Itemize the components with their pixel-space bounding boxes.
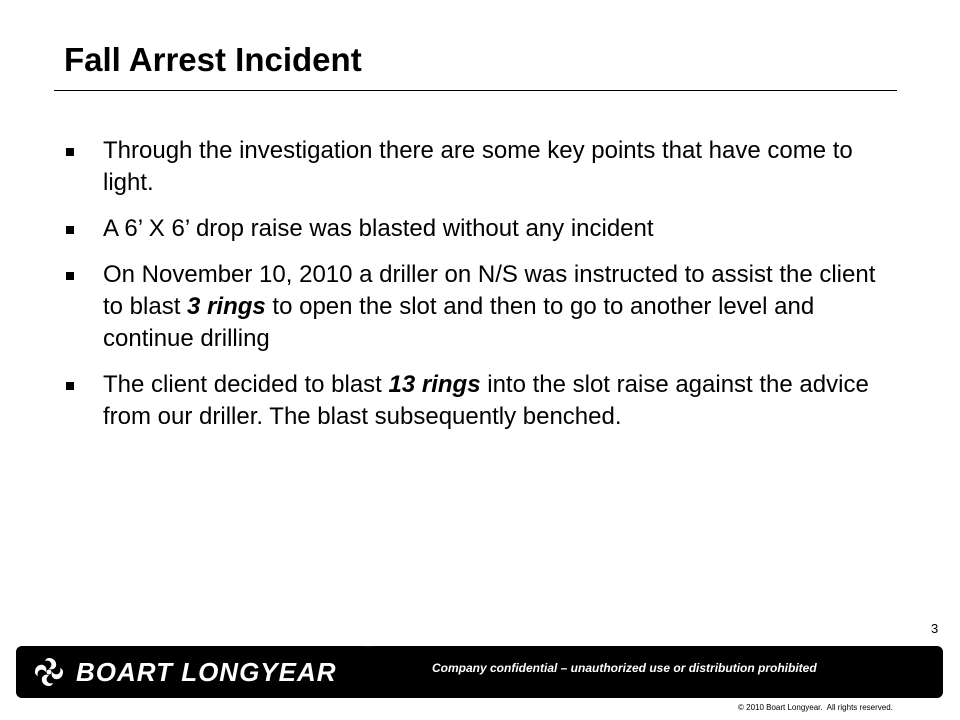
bullet-text-end: into the slot raise against the advice from our driller. The blast subsequently benched. <box>103 371 869 430</box>
confidentiality-notice: Company confidential – unauthorized use or distribution prohibited <box>432 661 817 675</box>
bullet-item <box>62 213 892 245</box>
bullet-list <box>62 135 892 447</box>
bullet-text: Through the investigation there are some key points that have come to light. <box>103 137 853 196</box>
bullet-item <box>62 259 892 355</box>
bullet-item <box>62 369 892 433</box>
bullet-text: A 6’ X 6’ drop raise was blasted without any incident <box>103 215 654 242</box>
bullet-emphasis: 3 rings <box>187 293 266 320</box>
logo-wordmark: BOART LONGYEAR <box>76 657 337 687</box>
bullet-text-start: The client decided to blast <box>103 371 389 398</box>
company-logo <box>32 655 337 689</box>
bullet-text-start: On November 10, 2010 a driller on N/S was instructed to assist the client to blast <box>103 261 876 320</box>
page-number: 3 <box>931 621 939 636</box>
trademark-symbol: ™ <box>362 642 372 653</box>
square-bullet-icon <box>66 272 74 280</box>
bullet-emphasis: 13 rings <box>388 371 481 398</box>
square-bullet-icon <box>66 382 74 390</box>
title-divider <box>54 90 897 91</box>
copyright-notice: © 2010 Boart Longyear. All rights reserved. <box>738 703 893 712</box>
square-bullet-icon <box>66 226 74 234</box>
boart-longyear-logo-icon <box>32 655 66 689</box>
bullet-text-end: to open the slot and then to go to another level and continue drilling <box>103 293 815 352</box>
slide-title: Fall Arrest Incident <box>64 41 362 78</box>
bullet-item <box>62 135 892 199</box>
square-bullet-icon <box>66 148 74 156</box>
footer-bar <box>16 642 943 698</box>
